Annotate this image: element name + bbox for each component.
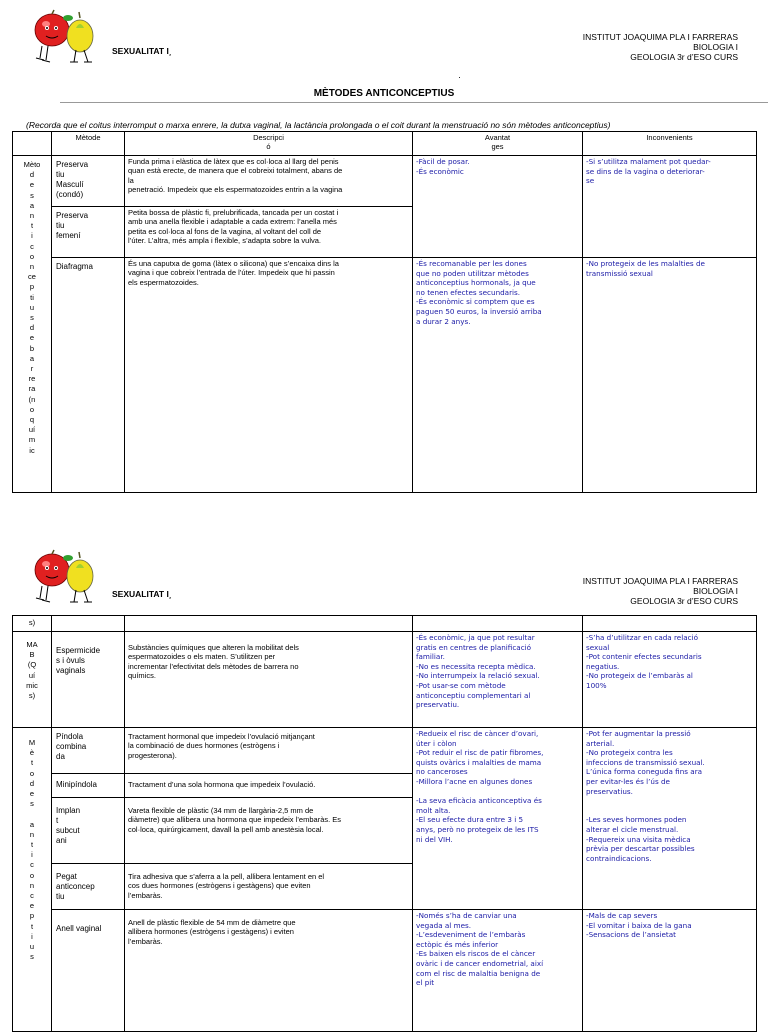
inconvenients-line: -No protegeix de les malalties de: [586, 259, 705, 268]
inconvenients-line: transmissió sexual: [586, 268, 653, 278]
descripcio-line: l’embaràs.: [128, 936, 163, 946]
group-label-line: i: [31, 931, 33, 941]
inconvenients-cell: [583, 258, 757, 493]
avantatges-line: que no poden utilitzar mètodes: [416, 268, 529, 278]
avantatges-line: gratis en centres de planificació: [416, 642, 532, 652]
avantatges-cell: [413, 258, 583, 493]
inconvenients-line: -Pot contenir efectes secundaris: [586, 652, 702, 662]
descripcio-cell: [125, 632, 413, 728]
empty-cell: [52, 616, 125, 632]
descripcio-line: la combinació de dues hormones (estrògens i: [128, 741, 280, 751]
group-label-line: o: [29, 404, 35, 414]
group-label-line: u: [29, 942, 35, 952]
group-label-line: u: [29, 302, 35, 312]
avantatges-line: ovàric i de cancer endometrial, així: [416, 958, 544, 968]
avantatges-line: com el risc de malaltia benigna de: [416, 968, 541, 978]
divider: [60, 102, 768, 103]
header-inconvenients: Inconvenients: [583, 132, 757, 156]
group-label-line: d: [29, 778, 35, 788]
header-school: [583, 32, 738, 62]
avantatges-line: no canceroses: [416, 767, 468, 777]
metode-line: Preserva: [56, 211, 89, 220]
descripcio-line: Vareta flexible de plàstic (34 mm de llargària-2,5 mm de: [128, 806, 314, 815]
group-label-line: t: [30, 921, 34, 931]
descripcio-cell: [125, 207, 413, 258]
group-label-line: n: [29, 829, 35, 839]
avantatges-line: a durar 2 anys.: [416, 316, 471, 326]
avantatges-line: -Pot reduir el risc de patir fibromes,: [416, 748, 544, 758]
metode-line: (condó): [56, 190, 84, 199]
empty-cell: [125, 616, 413, 632]
descripcio-line: petita es col·loca al fons de la vagina, al voltant del coll de: [128, 226, 322, 236]
descripcio-line: Tractament hormonal que impedeix l’ovulació mitjançant: [128, 732, 315, 741]
metode-line: t: [56, 816, 59, 825]
group-label-line: r: [30, 364, 34, 374]
descripcio-line: Petita bossa de plàstic fi, prelubrificada, tancada per un costat i: [128, 208, 339, 217]
group-label-mab: [13, 632, 52, 728]
avantatges-line: -Només s’ha de canviar una: [416, 911, 517, 920]
group-label-line: n: [29, 211, 35, 221]
avantatges-line: paguen 50 euros, la inversió arriba: [416, 306, 542, 316]
descripcio-line: Substàncies químiques que alteren la mobilitat dels: [128, 643, 299, 652]
header-descripcio-line: ó: [266, 142, 271, 152]
avantatges-cell: [413, 632, 583, 728]
descripcio-line: diàmetre) que allibera una hormona que impedeix l’embaràs. Es: [128, 815, 342, 825]
header-school-line: BIOLOGIA I: [693, 42, 738, 52]
inconvenients-line: 100%: [586, 680, 607, 690]
metode-line: combina: [56, 742, 87, 751]
page-title: MÈTODES ANTICONCEPTIUS: [313, 88, 455, 99]
stray-dot: ·: [458, 72, 461, 82]
header-avantatges-line: Avantat: [484, 133, 511, 142]
metode-line: ani: [56, 836, 67, 845]
inconvenients-line: -Les seves hormones poden: [586, 815, 687, 825]
group-label-line: a: [29, 200, 35, 210]
avantatges-line: -L’esdeveniment de l’embaràs: [416, 930, 526, 940]
descripcio-line: quan està erecte, de manera que el cobreixi totalment, abans de: [128, 166, 343, 176]
inconvenients-line: se: [586, 176, 595, 186]
avantatges-line: el pit: [416, 978, 435, 988]
methods-table-page1: [12, 131, 757, 493]
descripcio-cell: [125, 798, 413, 864]
descripcio-line: És una caputxa de goma (làtex o silicona) que s’encaixa dins la: [128, 259, 339, 268]
avantatges-line: vegada al mes.: [416, 920, 472, 930]
header-avantatges: [413, 132, 583, 156]
avantatges-cell: [413, 728, 583, 910]
header-school: [583, 576, 738, 606]
group-label-line: M: [28, 738, 36, 747]
group-label-line: m: [28, 435, 36, 445]
metode-line: tiu: [56, 892, 65, 901]
avantatges-line: -Pot usar-se com mètode: [416, 680, 506, 690]
inconvenients-line: -El vomitar i baixa de la gana: [586, 920, 692, 930]
group-label-line: s: [30, 313, 34, 323]
group-label-line: t: [30, 840, 34, 850]
descripcio-line: Anell de plàstic flexible de 54 mm de diàmetre que: [128, 918, 296, 927]
inconvenients-line: infeccions de transmissió sexual.: [586, 757, 705, 767]
inconvenients-line: -Mals de cap severs: [586, 911, 658, 920]
group-label-line: s: [30, 952, 34, 962]
inconvenients-line: -No protegeix de l’embaràs al: [586, 671, 693, 681]
avantatges-cell: [413, 156, 583, 258]
carry-over-label: s): [13, 616, 52, 632]
inconvenients-line: -Sensacions de l’ansietat: [586, 930, 676, 940]
descripcio-line: espermatozoides o els maten. S’utilitzen per: [128, 652, 276, 662]
inconvenients-line: -Pot fer augmentar la pressió: [586, 729, 691, 738]
group-label-line: t: [30, 758, 34, 768]
header-school-line: INSTITUT JOAQUIMA PLA I FARRERAS: [582, 32, 738, 42]
header-descripcio-line: Descripci: [253, 133, 284, 142]
group-label-line: re: [28, 374, 36, 384]
metode-line: femení: [56, 231, 81, 240]
metode-line: da: [56, 752, 65, 761]
group-label-line: è: [29, 748, 35, 758]
descripcio-line: cos dues hormones (estrògens i gestàgens) que eviten: [128, 881, 311, 891]
avantatges-line: -No interrumpeix la relació sexual.: [416, 671, 540, 681]
descripcio-line: Funda prima i elàstica de làtex que es col·loca al llarg del penis: [128, 157, 339, 166]
metode-line: anticoncep: [56, 882, 95, 891]
intro-note: (Recorda que el coitus interromput o marxa enrere, la dutxa vaginal, la lactància prolongada o el coit durant la menstruació no són mètodes anticonceptius): [26, 120, 611, 130]
inconvenients-line: [586, 806, 753, 816]
group-label-line: q: [29, 415, 35, 425]
avantatges-line: -Redueix el risc de càncer d’ovari,: [416, 729, 539, 738]
descripcio-line: progesterona).: [128, 750, 177, 760]
descripcio-cell: [125, 728, 413, 774]
avantatges-line: -Es baixen els riscos de el càncer: [416, 949, 536, 959]
group-label-line: o: [29, 251, 35, 261]
group-label-line: a: [29, 353, 35, 363]
inconvenients-line: -Requereix una visita mèdica: [586, 834, 691, 844]
avantatges-line: anys, però no protegeix de les ITS: [416, 824, 539, 834]
group-label-line: n: [29, 262, 35, 272]
group-label-line: s): [28, 691, 36, 701]
avantatges-line: molt alta.: [416, 805, 451, 815]
inconvenients-line: sexual: [586, 642, 610, 652]
header-school-line: GEOLOGIA 3r d’ESO CURS: [630, 596, 738, 606]
metode-line: Pegat: [56, 872, 77, 881]
header-descripcio: [125, 132, 413, 156]
inconvenients-cell: [583, 910, 757, 1032]
descripcio-line: químics.: [128, 671, 156, 681]
group-label-line: e: [29, 180, 35, 190]
descripcio-line: allibera hormones (estrògens i gestàgens) i eviten: [128, 927, 294, 937]
group-label-line: e: [29, 333, 35, 343]
inconvenients-line: L’única forma coneguda fins ara: [586, 767, 703, 777]
group-label-line: mic: [26, 680, 38, 690]
group-label-line: d: [29, 170, 35, 180]
metode-line: Píndola: [56, 732, 84, 741]
header-avantatges-line: ges: [491, 142, 504, 152]
avantatges-line: -És econòmic: [416, 166, 464, 176]
group-label-line: e: [29, 901, 35, 911]
descripcio-line: l’úter. L’altra, més ampla i flexible, s’adapta sobre la vulva.: [128, 236, 322, 246]
metode-line: tiu: [56, 170, 65, 179]
metode-cell: [52, 632, 125, 728]
group-label-hormonal: [13, 728, 52, 1032]
metode-cell: [52, 156, 125, 207]
group-label-line: (Q: [27, 660, 37, 670]
header-school-line: GEOLOGIA 3r d’ESO CURS: [630, 52, 738, 62]
avantatges-line: anticonceptiu complementari al: [416, 690, 531, 700]
group-label-line: B: [29, 650, 35, 660]
avantatges-line: ectòpic és més inferior: [416, 939, 499, 949]
metode-line: Diafragma: [56, 262, 93, 271]
metode-cell: [52, 910, 125, 1032]
group-label-line: i: [31, 231, 33, 241]
inconvenients-cell: [583, 632, 757, 728]
group-label-line: o: [29, 870, 35, 880]
group-label-line: ti: [30, 292, 34, 302]
metode-cell: [52, 258, 125, 493]
metode-line: Implan: [56, 806, 81, 815]
avantatges-line: quists ovàrics i malalties de mama: [416, 757, 542, 767]
group-label-line: ra: [28, 384, 36, 394]
avantatges-line: -Millora l’acne en algunes dones: [416, 776, 533, 786]
avantatges-line: ni del VIH.: [416, 834, 453, 844]
avantatges-line: úter i còlon: [416, 738, 457, 748]
group-label-line: d: [29, 323, 35, 333]
descripcio-line: l’embaràs.: [128, 890, 163, 900]
avantatges-line: -És recomanable per les dones: [416, 259, 527, 268]
metode-cell: [52, 798, 125, 864]
metode-line: subcut: [56, 826, 80, 835]
group-label-line: p: [29, 911, 35, 921]
inconvenients-line: prèvia per descartar possibles: [586, 844, 695, 854]
avantatges-cell: [413, 910, 583, 1032]
apple-pear-logo: [32, 548, 100, 604]
group-label-line: uí: [28, 670, 36, 680]
group-label-line: c: [30, 891, 34, 901]
group-label-line: Mèto: [23, 160, 41, 169]
metode-line: Minipíndola: [56, 780, 97, 789]
avantatges-line: no tenen efectes secundaris.: [416, 287, 521, 297]
metode-cell: [52, 774, 125, 798]
avantatges-line: familiar.: [416, 652, 445, 662]
group-label-line: [14, 809, 50, 819]
descripcio-line: penetració. Impedeix que els espermatozoides entrin a la vagina: [128, 185, 343, 195]
header-school-line: BIOLOGIA I: [693, 586, 738, 596]
group-label-line: a: [29, 819, 35, 829]
descripcio-line: Tira adhesiva que s’aferra a la pell, allibera lentament en el: [128, 872, 325, 881]
descripcio-line: col·loca, quirúrgicament, davall la pell amb anestèsia local.: [128, 824, 324, 834]
avantatges-line: -El seu efecte dura entre 3 i 5: [416, 815, 524, 825]
apple-pear-logo: [32, 8, 100, 64]
header-school-line: INSTITUT JOAQUIMA PLA I FARRERAS: [582, 576, 738, 586]
inconvenients-line: per evitar-les és l’ús de: [586, 776, 670, 786]
inconvenients-line: preservatius.: [586, 786, 633, 796]
descripcio-line: els espermatozoides.: [128, 277, 199, 287]
avantatges-line: preservatiu.: [416, 700, 460, 710]
inconvenients-line: negatius.: [586, 661, 620, 671]
descripcio-cell: [125, 156, 413, 207]
header-metode: Mètode: [52, 132, 125, 156]
group-label-line: n: [29, 880, 35, 890]
inconvenients-line: [586, 796, 753, 806]
group-label-line: ic: [29, 445, 35, 455]
avantatges-line: -És econòmic si comptem que es: [416, 297, 535, 307]
inconvenients-line: arterial.: [586, 738, 615, 748]
avantatges-line: -No es necessita recepta mèdica.: [416, 661, 536, 671]
metode-cell: [52, 728, 125, 774]
metode-cell: [52, 864, 125, 910]
metode-line: s i òvuls: [56, 656, 85, 665]
descripcio-line: Tractament d’una sola hormona que impedeix l’ovulació.: [128, 780, 316, 789]
group-label-line: MA: [26, 640, 38, 649]
metode-line: tiu: [56, 221, 65, 230]
inconvenients-line: contraindicacions.: [586, 853, 652, 863]
metode-line: Espermicide: [56, 646, 101, 655]
group-label-line: i: [31, 850, 33, 860]
avantatges-line: -Fàcil de posar.: [416, 157, 470, 166]
inconvenients-line: se dins de la vagina o deteriorar-: [586, 166, 705, 176]
group-label-line: o: [29, 768, 35, 778]
header-group-cell: [13, 132, 52, 156]
avantatges-line: -És econòmic, ja que pot resultar: [416, 633, 535, 642]
descripcio-cell: [125, 258, 413, 493]
descripcio-line: amb una anella flexible i adaptable a cada extrem: l’anella més: [128, 217, 337, 227]
metode-cell: [52, 207, 125, 258]
group-label-barrera: [13, 156, 52, 493]
inconvenients-line: alterar el cicle menstrual.: [586, 824, 679, 834]
group-label-line: c: [30, 860, 34, 870]
group-label-line: b: [29, 343, 35, 353]
group-label-line: c: [30, 241, 34, 251]
empty-cell: [413, 616, 583, 632]
metode-line: Anell vaginal: [56, 924, 102, 933]
inconvenients-cell: [583, 156, 757, 258]
descripcio-line: incrementar l’efectivitat dels mètodes de barrera no: [128, 661, 299, 671]
group-label-line: s: [30, 190, 34, 200]
header-subject: SEXUALITAT I¸: [112, 589, 172, 599]
empty-cell: [583, 616, 757, 632]
inconvenients-line: -No protegeix contra les: [586, 748, 673, 758]
avantatges-line: [416, 787, 579, 797]
metode-line: vaginals: [56, 666, 86, 675]
metode-line: Preserva: [56, 160, 89, 169]
inconvenients-cell: [583, 728, 757, 910]
group-label-line: uí: [28, 425, 36, 435]
methods-table-page2: [12, 615, 757, 1032]
group-label-line: p: [29, 282, 35, 292]
header-subject: SEXUALITAT I¸: [112, 46, 172, 56]
descripcio-cell: [125, 774, 413, 798]
group-label-line: s: [30, 799, 34, 809]
group-label-line: ce: [28, 272, 36, 282]
descripcio-line: vagina i que cobreix l’entrada de l’úter. Impedeix que hi passin: [128, 268, 335, 278]
group-label-line: e: [29, 789, 35, 799]
descripcio-cell: [125, 910, 413, 1032]
group-label-line: t: [30, 221, 34, 231]
metode-line: Masculí: [56, 180, 84, 189]
group-label-line: (n: [28, 394, 36, 404]
avantatges-line: anticonceptius hormonals, ja que: [416, 278, 536, 288]
descripcio-cell: [125, 864, 413, 910]
descripcio-line: la: [128, 175, 134, 185]
inconvenients-line: -Si s’utilitza malament pot quedar-: [586, 157, 711, 166]
inconvenients-line: -S’ha d’utilitzar en cada relació: [586, 633, 698, 642]
avantatges-line: -La seva eficàcia anticonceptiva és: [416, 796, 542, 806]
